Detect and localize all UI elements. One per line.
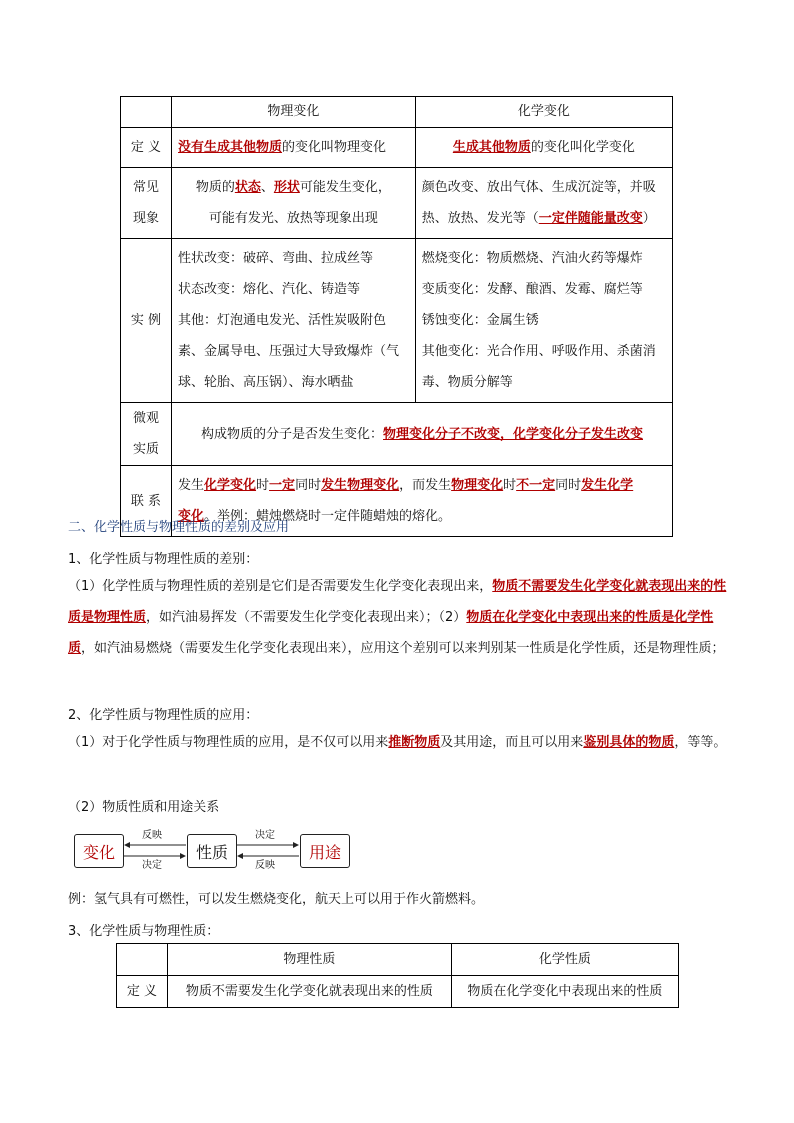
- row-label-definition: 定 义: [121, 128, 172, 168]
- header-physical-change: 物理变化: [172, 97, 416, 128]
- paragraph-application: （1）对于化学性质与物理性质的应用，是不仅可以用来推断物质及其用途，而且可以用来鉴别具体的物质，等等。: [68, 735, 727, 750]
- row-label-relation: 联 系: [121, 466, 172, 537]
- table2-definition-row: [117, 976, 679, 1008]
- row-label-examples: 实 例: [121, 239, 172, 403]
- table2-header-row: [117, 944, 679, 976]
- header-physical-property: 物理性质: [168, 944, 452, 976]
- row-label-essence: 微观 实质: [121, 403, 172, 466]
- table2-row-label: 定 义: [117, 976, 168, 1008]
- label-decide-2: 决定: [255, 830, 275, 841]
- label-decide-1: 决定: [142, 860, 162, 871]
- examples-row: [121, 239, 673, 403]
- arrowhead-left-icon: [124, 842, 130, 848]
- subheading-3: 3、化学性质与物理性质：: [68, 924, 220, 939]
- paragraph-relation: （2）物质性质和用途关系: [68, 800, 220, 815]
- box-property: 性质: [187, 834, 237, 868]
- paragraph-difference: （1）化学性质与物理性质的差别是它们是否需要发生化学变化表现出来，物质不需要发生化学变化就表现出来的性质是物理性质，如汽油易挥发（不需要发生化学变化表现出来）；（2）物质在化学变化中表现出来的性质是化学性质，如汽油易燃烧（需要发生化学变化表现出来），应用这个差别可以来判别某一性质是化学性质，还是物理性质；: [68, 579, 727, 656]
- phenomena-row: [121, 168, 673, 239]
- header-chemical-property: 化学性质: [451, 944, 678, 976]
- table-header-row: [121, 97, 673, 128]
- label-reflect-1: 反映: [142, 830, 162, 841]
- physical-examples: 性状改变：破碎、弯曲、拉成丝等 状态改变：熔化、汽化、铸造等 其他：灯泡通电发光、活性炭吸附色 素、金属导电、压强过大导致爆炸（气 球、轮胎、高压锅）、海水晒盐: [172, 239, 416, 403]
- chemical-examples: 燃烧变化：物质燃烧、汽油火药等爆炸 变质变化：发酵、酿酒、发霉、腐烂等 锈蚀变化：金属生锈 其他变化：光合作用、呼吸作用、杀菌消 毒、物质分解等: [415, 239, 672, 403]
- label-reflect-2: 反映: [255, 860, 275, 871]
- subheading-1: 1、化学性质与物理性质的差别：: [68, 552, 259, 567]
- box-change: 变化: [74, 834, 124, 868]
- example-sentence: 例：氢气具有可燃性，可以发生燃烧变化，航天上可以用于作火箭燃料。: [68, 892, 485, 907]
- physical-definition: 没有生成其他物质的变化叫物理变化: [172, 128, 416, 168]
- arrowhead-left-icon-2: [237, 853, 243, 859]
- row-label-phenomena: 常见 现象: [121, 168, 172, 239]
- section-title: 二、化学性质与物理性质的差别及应用: [68, 520, 290, 535]
- change-comparison-table: [120, 96, 673, 537]
- essence-text: 构成物质的分子是否发生变化：物理变化分子不改变，化学变化分子发生改变: [172, 403, 673, 466]
- chemical-definition: 生成其他物质的变化叫化学变化: [415, 128, 672, 168]
- physical-phenomena: 物质的状态、形状可能发生变化， 可能有发光、放热等现象出现: [172, 168, 416, 239]
- chemical-property-definition: 物质在化学变化中表现出来的性质: [451, 976, 678, 1008]
- physical-property-definition: 物质不需要发生化学变化就表现出来的性质: [168, 976, 452, 1008]
- chemical-phenomena: 颜色改变、放出气体、生成沉淀等，并吸 热、放热、发光等（一定伴随能量改变）: [415, 168, 672, 239]
- arrowhead-right-icon-2: [293, 842, 299, 848]
- essence-row: [121, 403, 673, 466]
- arrowhead-right-icon: [180, 853, 186, 859]
- definition-row: [121, 128, 673, 168]
- subheading-2: 2、化学性质与物理性质的应用：: [68, 708, 259, 723]
- property-comparison-table: [116, 943, 679, 1008]
- box-use: 用途: [300, 834, 350, 868]
- header-chemical-change: 化学变化: [415, 97, 672, 128]
- relation-text: 发生化学变化时一定同时发生物理变化，而发生物理变化时不一定同时发生化学 变化。举例：蜡烛燃烧时一定伴随蜡烛的熔化。: [172, 466, 673, 537]
